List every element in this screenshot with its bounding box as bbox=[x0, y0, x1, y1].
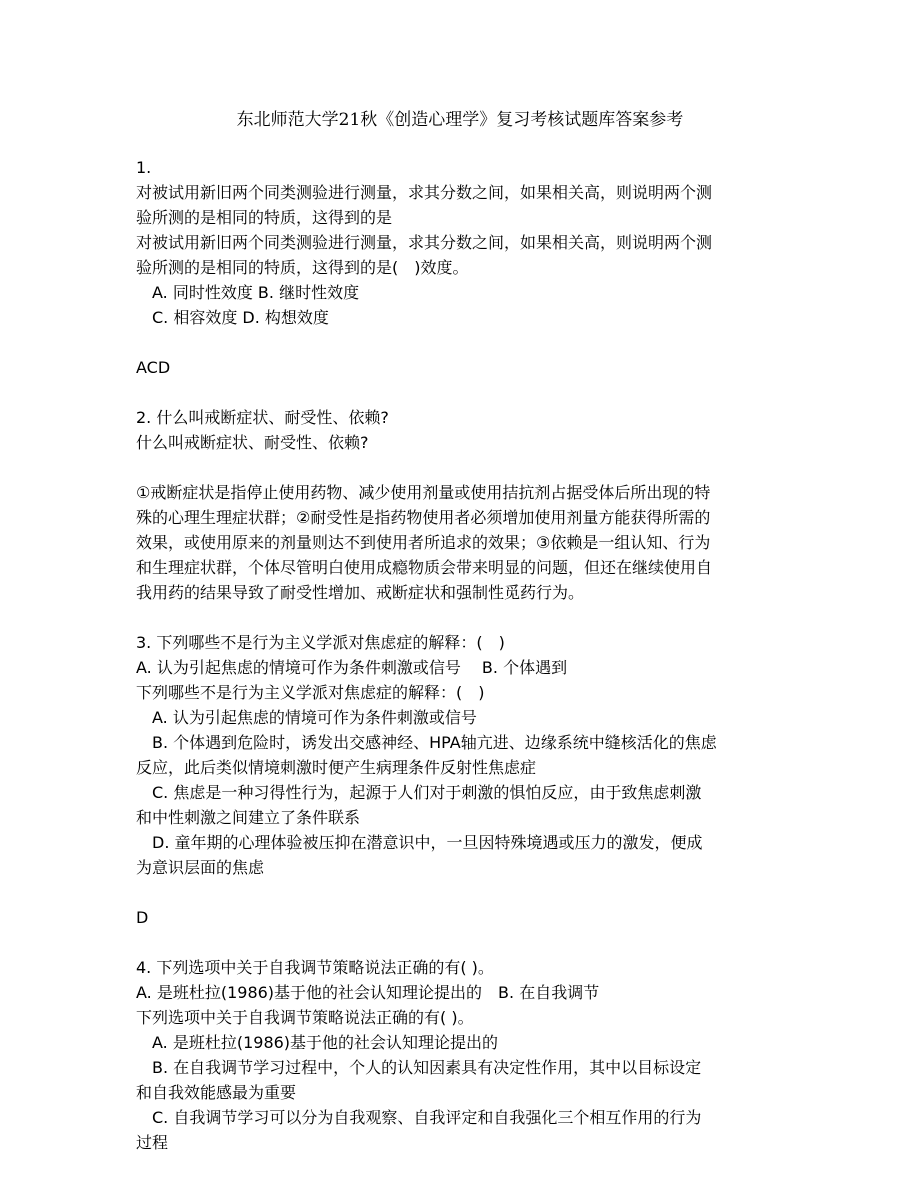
q3-preview: A. 认为引起焦虑的情境可作为条件刺激或信号 B. 个体遇到 bbox=[136, 658, 568, 677]
q4-option-c-line-1: C. 自我调节学习可以分为自我观察、自我评定和自我强化三个相互作用的行为 bbox=[152, 1108, 702, 1127]
spacer bbox=[136, 330, 796, 355]
spacer bbox=[136, 380, 796, 405]
q1-number: 1. bbox=[136, 158, 152, 177]
q1-stem-full-line-1: 对被试用新旧两个同类测验进行测量，求其分数之间，如果相关高，则说明两个测 bbox=[136, 233, 713, 252]
q4-option-b-line-2: 和自我效能感最为重要 bbox=[136, 1083, 297, 1102]
q2-answer-line-3: 效果，或使用原来的剂量则达不到使用者所追求的效果；③依赖是一组认知、行为 bbox=[136, 533, 711, 552]
q3-answer: D bbox=[136, 908, 149, 927]
q4-option-a: A. 是班杜拉(1986)基于他的社会认知理论提出的 bbox=[152, 1033, 499, 1052]
q1-options-line-2: C. 相容效度 D. 构想效度 bbox=[152, 308, 329, 327]
q4-option-b-line-1: B. 在自我调节学习过程中，个人的认知因素具有决定性作用，其中以目标设定 bbox=[152, 1058, 702, 1077]
q1-stem-short-line-2: 验所测的是相同的特质，这得到的是 bbox=[136, 208, 393, 227]
document-title: 东北师范大学21秋《创造心理学》复习考核试题库答案参考 bbox=[236, 110, 684, 130]
q2-answer-line-5: 我用药的结果导致了耐受性增加、戒断症状和强制性觅药行为。 bbox=[136, 583, 585, 602]
q1-options-line-1: A. 同时性效度 B. 继时性效度 bbox=[152, 283, 360, 302]
spacer bbox=[136, 930, 796, 955]
spacer bbox=[136, 880, 796, 905]
q3-option-b-line-1: B. 个体遇到危险时，诱发出交感神经、HPA轴亢进、边缘系统中缝核活化的焦虑 bbox=[152, 733, 717, 752]
q3-option-a: A. 认为引起焦虑的情境可作为条件刺激或信号 bbox=[152, 708, 477, 727]
q3-repeat: 下列哪些不是行为主义学派对焦虑症的解释：( ) bbox=[136, 683, 485, 702]
spacer bbox=[136, 605, 796, 630]
q3-option-c-line-1: C. 焦虑是一种习得性行为，起源于人们对于刺激的惧怕反应，由于致焦虑刺激 bbox=[152, 783, 702, 802]
q3-option-c-line-2: 和中性刺激之间建立了条件联系 bbox=[136, 808, 361, 827]
q3-option-b-line-2: 反应，此后类似情境刺激时便产生病理条件反射性焦虑症 bbox=[136, 758, 537, 777]
q3-option-d-line-2: 为意识层面的焦虑 bbox=[136, 858, 265, 877]
q2-heading: 2. 什么叫戒断症状、耐受性、依赖? bbox=[136, 408, 389, 427]
q1-stem-short-line-1: 对被试用新旧两个同类测验进行测量，求其分数之间，如果相关高，则说明两个测 bbox=[136, 183, 713, 202]
q2-repeat: 什么叫戒断症状、耐受性、依赖? bbox=[136, 433, 369, 452]
spacer bbox=[136, 455, 796, 480]
q4-repeat: 下列选项中关于自我调节策略说法正确的有( )。 bbox=[136, 1008, 474, 1027]
q3-heading: 3. 下列哪些不是行为主义学派对焦虑症的解释：( ) bbox=[136, 633, 505, 652]
q4-heading: 4. 下列选项中关于自我调节策略说法正确的有( )。 bbox=[136, 958, 494, 977]
q3-option-d-line-1: D. 童年期的心理体验被压抑在潜意识中，一旦因特殊境遇或压力的激发，便成 bbox=[152, 833, 703, 852]
q2-answer-line-1: ①戒断症状是指停止使用药物、减少使用剂量或使用拮抗剂占据受体后所出现的特 bbox=[136, 483, 711, 502]
question-list bbox=[136, 155, 796, 1155]
q2-answer-line-2: 殊的心理生理症状群；②耐受性是指药物使用者必须增加使用剂量方能获得所需的 bbox=[136, 508, 711, 527]
q2-answer-line-4: 和生理症状群，个体尽管明白使用成瘾物质会带来明显的问题，但还在继续使用自 bbox=[136, 558, 713, 577]
q1-stem-full-line-2: 验所测的是相同的特质，这得到的是( )效度。 bbox=[136, 258, 469, 277]
q1-answer: ACD bbox=[136, 358, 171, 377]
q4-preview: A. 是班杜拉(1986)基于他的社会认知理论提出的 B. 在自我调节 bbox=[136, 983, 600, 1002]
q4-option-c-line-2: 过程 bbox=[136, 1133, 169, 1152]
